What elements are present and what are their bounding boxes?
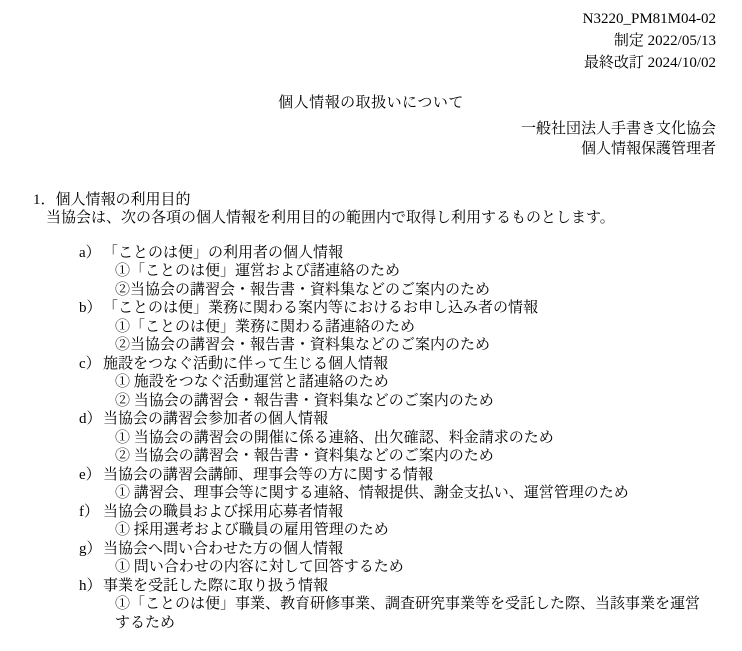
item-label: g） (79, 540, 102, 557)
item-title: 「ことのは便」の利用者の個人情報 (103, 244, 344, 261)
sub-item: ① 採用選考および職員の雇用管理のため (115, 522, 389, 538)
purpose-items (0, 244, 742, 633)
item-title: 当協会の講習会講師、理事会等の方に関する情報 (103, 466, 434, 483)
organization-name: 一般社団法人手書き文化協会 (520, 120, 716, 137)
item-label: f） (79, 503, 99, 520)
established-date: 制定 2022/05/13 (613, 33, 716, 49)
item-title: 当協会の講習会参加者の個人情報 (103, 411, 329, 427)
list-item (0, 244, 742, 300)
item-label: b） (79, 300, 102, 316)
section-lead: 当協会は、次の各項の個人情報を利用目的の範囲内で取得し利用するものとします。 (46, 210, 615, 226)
item-label: e） (79, 466, 101, 483)
item-label: c） (79, 355, 101, 372)
sub-item: ①「ことのは便」事業、教育研修事業、調査研究事業等を受託した際、当該事業を運営するため (115, 596, 701, 631)
sub-item: ①「ことのは便」運営および諸連絡のため (115, 263, 401, 279)
document-code: N3220_PM81M04-02 (582, 11, 716, 27)
list-item (0, 355, 742, 411)
author-role: 個人情報保護管理者 (580, 140, 716, 157)
sub-item: ② 当協会の講習会・報告書・資料集などのご案内のため (115, 392, 494, 409)
item-title: 当協会へ問い合わせた方の個人情報 (103, 540, 344, 557)
item-title: 施設をつなぐ活動に伴って生じる個人情報 (103, 355, 389, 372)
item-title: 当協会の職員および採用応募者情報 (103, 503, 344, 520)
last-revised-date: 最終改訂 2024/10/02 (583, 55, 716, 71)
item-title: 事業を受託した際に取り扱う情報 (103, 577, 329, 594)
item-label: d） (79, 411, 102, 427)
section-purpose-of-use (0, 191, 742, 633)
sub-item: ① 施設をつなぐ活動運営と諸連絡のため (115, 374, 389, 390)
sub-item: ① 当協会の講習会の開催に係る連絡、出欠確認、料金請求のため (115, 429, 554, 446)
document-meta (0, 0, 742, 74)
list-item (0, 540, 742, 577)
list-item (0, 503, 742, 540)
sub-item: ②当協会の講習会・報告書・資料集などのご案内のため (115, 337, 491, 353)
byline (0, 119, 742, 159)
section-heading: 1．個人情報の利用目的 (33, 191, 191, 208)
sub-item: ① 問い合わせの内容に対して回答するため (115, 559, 404, 575)
list-item (0, 299, 742, 355)
sub-item: ② 当協会の講習会・報告書・資料集などのご案内のため (115, 448, 494, 464)
sub-item: ②当協会の講習会・報告書・資料集などのご案内のため (115, 281, 491, 298)
sub-item: ①「ことのは便」業務に関わる諸連絡のため (115, 318, 416, 335)
list-item (0, 410, 742, 466)
list-item (0, 577, 742, 633)
sub-item: ① 講習会、理事会等に関する連絡、情報提供、謝金支払い、運営管理のため (115, 485, 629, 501)
item-title: 「ことのは便」業務に関わる案内等におけるお申し込み者の情報 (103, 300, 539, 316)
list-item (0, 466, 742, 503)
item-label: a） (79, 244, 101, 261)
page-title: 個人情報の取扱いについて (278, 95, 464, 111)
item-label: h） (79, 577, 102, 594)
